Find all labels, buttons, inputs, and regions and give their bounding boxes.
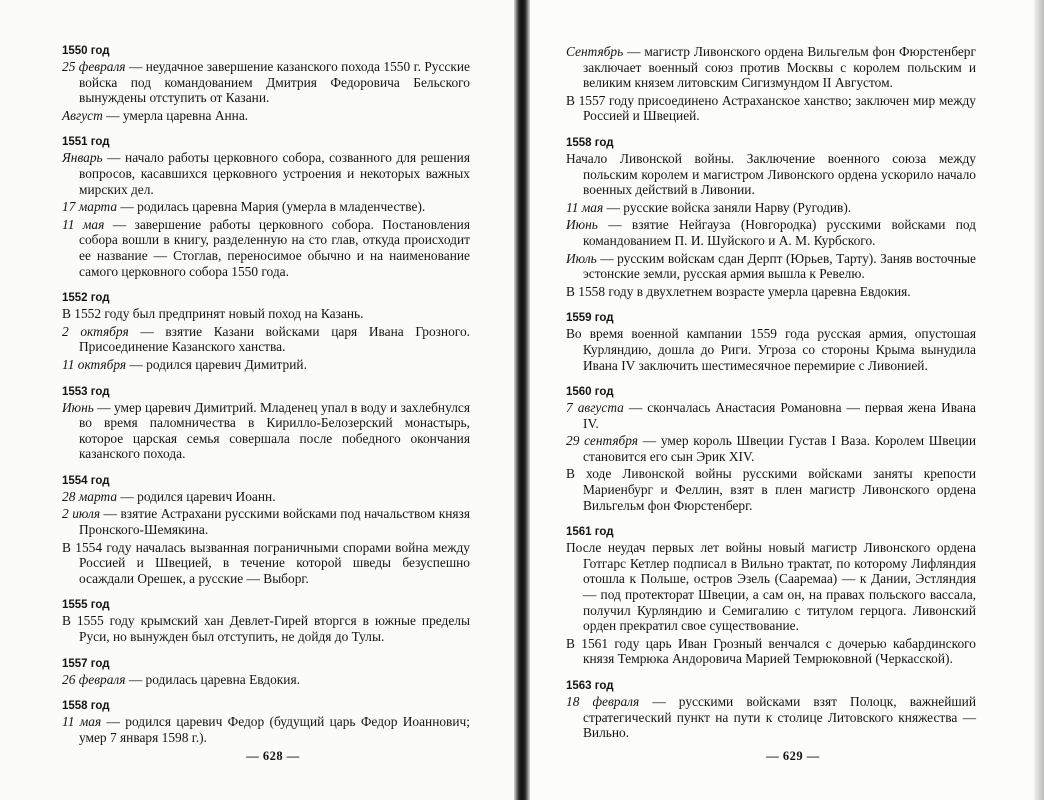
entry-text: — родился царевич Димитрий. — [126, 356, 307, 372]
entry-date: 11 мая — [62, 714, 102, 730]
entry-date: 25 февраля — [62, 59, 126, 74]
year-heading: 1554 год — [62, 474, 110, 487]
year-heading: 1552 год — [62, 292, 110, 305]
entry-date: Июнь — [62, 399, 94, 415]
entry-text: Начало Ливонской войны. Заключение военного союза между польским королем и магистром Ливонского ордена ускорило начало военных действий в Ливонии. — [566, 150, 976, 198]
entry-text: — неудачное завершение казанского похода 1550 г. Русские войска под командованием Дмитрия Федоровича Бельского вынуждены отступить от Казани. — [79, 59, 470, 106]
entry-date: Сентябрь — [566, 44, 624, 59]
year-heading: 1559 год — [566, 312, 614, 325]
entry-text: В 1554 году началась вызванная пограничными спорами война между Россией и Швецией, в течение которой шведы безуспешно осаждали Орешек, а русские — Выборг. — [62, 539, 470, 586]
chronicle-entry — [566, 217, 976, 248]
entry-text: В ходе Ливонской войны русскими войсками заняты крепости Мариенбург и Феллин, взят в плен магистр Ливонского ордена Вильгельм фон Фюрстенберг. — [566, 466, 976, 513]
entry-date: Январь — [62, 150, 103, 166]
chronicle-entry — [62, 489, 470, 505]
chronicle-entry — [62, 150, 470, 197]
entry-text: В 1552 году был предпринят новый поход на Казань. — [62, 306, 364, 322]
year-heading: 1561 год — [566, 526, 614, 539]
chronicle-entry — [566, 466, 976, 513]
entry-text: — начало работы церковного собора, созванного для решения вопросов, касавшихся церковного устроения и некоторых важных мирских дел. — [79, 150, 470, 197]
year-heading: 1557 год — [62, 657, 110, 670]
chronicle-entry — [62, 672, 470, 688]
entry-date: 28 марта — [62, 488, 118, 504]
left-page-number: — 628 — — [246, 749, 300, 763]
year-heading: 1550 год — [62, 45, 110, 57]
left-page-text — [62, 44, 470, 747]
year-heading: 1553 год — [62, 385, 110, 398]
year-heading: 1558 год — [62, 700, 110, 713]
chronicle-entry — [566, 284, 976, 300]
entry-text: — магистр Ливонского ордена Вильгельм фон Фюрстенберг заключает военный союз против Москвы с королем польским и великим князем литовским Сигизмундом II Августом. — [583, 44, 976, 91]
chronicle-entry — [566, 400, 976, 431]
chronicle-entry — [566, 151, 976, 198]
chronicle-entry — [566, 540, 976, 634]
chronicle-entry — [566, 200, 976, 216]
chronicle-entry — [62, 400, 470, 462]
entry-date: 17 марта — [62, 199, 118, 215]
year-heading: 1563 год — [566, 680, 614, 692]
entry-text: — русские войска заняли Нарву (Ругодив). — [603, 199, 852, 215]
entry-text: В 1558 году в двухлетнем возрасте умерла царевна Евдокия. — [566, 283, 911, 299]
entry-text: — родилась царевна Мария (умерла в младенчестве). — [117, 199, 426, 215]
entry-date: 11 октября — [62, 356, 127, 372]
chronicle-entry — [566, 44, 976, 91]
chronicle-entry — [62, 199, 470, 215]
entry-text: — родился царевич Иоанн. — [117, 488, 276, 504]
entry-date: 29 сентября — [566, 433, 639, 449]
chronicle-entry — [62, 324, 470, 355]
entry-text: Во время военной кампании 1559 года русская армия, опустошая Курляндию, дошла до Риги. Угроза со стороны Крыма вынудила Ивана IV заключить шестимесячное перемирие с Ливонией. — [566, 326, 976, 373]
entry-date: 7 августа — [566, 400, 624, 416]
chronicle-entry — [62, 108, 470, 124]
chronicle-entry — [62, 714, 470, 745]
right-page-number: — 629 — — [766, 749, 820, 763]
entry-text: — родилась царевна Евдокия. — [125, 671, 300, 687]
entry-text: — русским войскам сдан Дерпт (Юрьев, Тарту). Заняв восточные эстонские земли, русская армия вышла к Ревелю. — [583, 250, 976, 282]
entry-date: 26 февраля — [62, 671, 126, 687]
entry-text: В 1557 году присоединено Астраханское ханство; заключен мир между Россией и Швецией. — [566, 92, 976, 124]
entry-text: После неудач первых лет войны новый магистр Ливонского ордена Готгарс Кетлер подписал в Вильно трактат, по которому Лифляндия отошла к Польше, остров Эзель (Сааремаа) — к Дании, Эстляндия — под протекторат Швеции, а сам он, на правах польского вассала, получил Курляндию и Семигалию с титулом герцога. Ливонский орден прекратил свое существование. — [566, 540, 976, 634]
year-heading: 1551 год — [62, 136, 110, 149]
entry-text: — русскими войсками взят Полоцк, важнейший стратегический пункт на пути к столице Литовского княжества — Вильно. — [583, 694, 976, 741]
year-heading: 1558 год — [566, 136, 614, 149]
year-heading: 1555 год — [62, 599, 110, 612]
entry-text: — взятие Казани войсками царя Ивана Грозного. Присоединение Казанского ханства. — [79, 323, 470, 355]
entry-text: — родился царевич Федор (будущий царь Федор Иоаннович; умер 7 января 1598 г.). — [79, 714, 471, 745]
entry-text: — умер король Швеции Густав I Ваза. Королем Швеции становится его сын Эрик XIV. — [583, 433, 976, 464]
entry-date: Июль — [566, 250, 597, 266]
entry-date: 2 октября — [62, 323, 129, 339]
entry-date: 2 июля — [62, 506, 101, 522]
book-spine — [514, 0, 530, 800]
entry-text: — умерла царевна Анна. — [102, 107, 249, 123]
chronicle-entry — [566, 433, 976, 464]
entry-date: Июнь — [566, 217, 598, 233]
entry-text: — завершение работы церковного собора. Постановления собора вошли в книгу, разделенную на сто глав, откуда происходит ее название — Стоглав, переносимое обычно и на наименование самого церковного собора 1550 года. — [79, 216, 470, 279]
entry-text: — взятие Астрахани русскими войсками под начальством князя Пронского-Шемякина. — [79, 506, 470, 538]
chronicle-entry — [566, 93, 976, 124]
entry-text: — умер царевич Димитрий. Младенец упал в воду и захлебнулся во время паломничества в Кирилло-Белозерский монастырь, которое царская семья совершала после победного окончания казанского похода. — [79, 399, 470, 462]
chronicle-entry — [566, 694, 976, 741]
chronicle-entry — [62, 506, 470, 537]
page-edge-shadow — [1034, 0, 1044, 800]
year-heading: 1560 год — [566, 386, 614, 399]
chronicle-entry — [62, 613, 470, 644]
chronicle-entry — [62, 59, 470, 106]
chronicle-entry — [62, 540, 470, 587]
chronicle-entry — [566, 326, 976, 373]
chronicle-entry — [62, 357, 470, 373]
entry-date: 11 мая — [62, 216, 105, 232]
entry-text: — скончалась Анастасия Романовна — первая жена Ивана IV. — [583, 400, 976, 431]
chronicle-entry — [62, 306, 470, 322]
entry-date: 18 февраля — [566, 694, 640, 709]
chronicle-entry — [566, 251, 976, 282]
chronicle-entry — [62, 217, 470, 279]
entry-text: В 1561 году царь Иван Грозный венчался с дочерью кабардинского князя Темрюка Андоровича Марией Темрюковной (Черкасской). — [566, 635, 976, 667]
entry-text: — взятие Нейгауза (Новгородка) русскими войсками под командованием П. И. Шуйского и А. М. Курбского. — [583, 217, 976, 248]
entry-date: 11 мая — [566, 199, 604, 215]
right-page-text — [566, 44, 976, 743]
entry-date: Август — [62, 107, 103, 123]
entry-text: В 1555 году крымский хан Девлет-Гирей вторгся в южные пределы Руси, но вынужден был отступить, не дойдя до Тулы. — [62, 613, 470, 645]
right-page — [522, 0, 1044, 800]
chronicle-entry — [566, 636, 976, 667]
